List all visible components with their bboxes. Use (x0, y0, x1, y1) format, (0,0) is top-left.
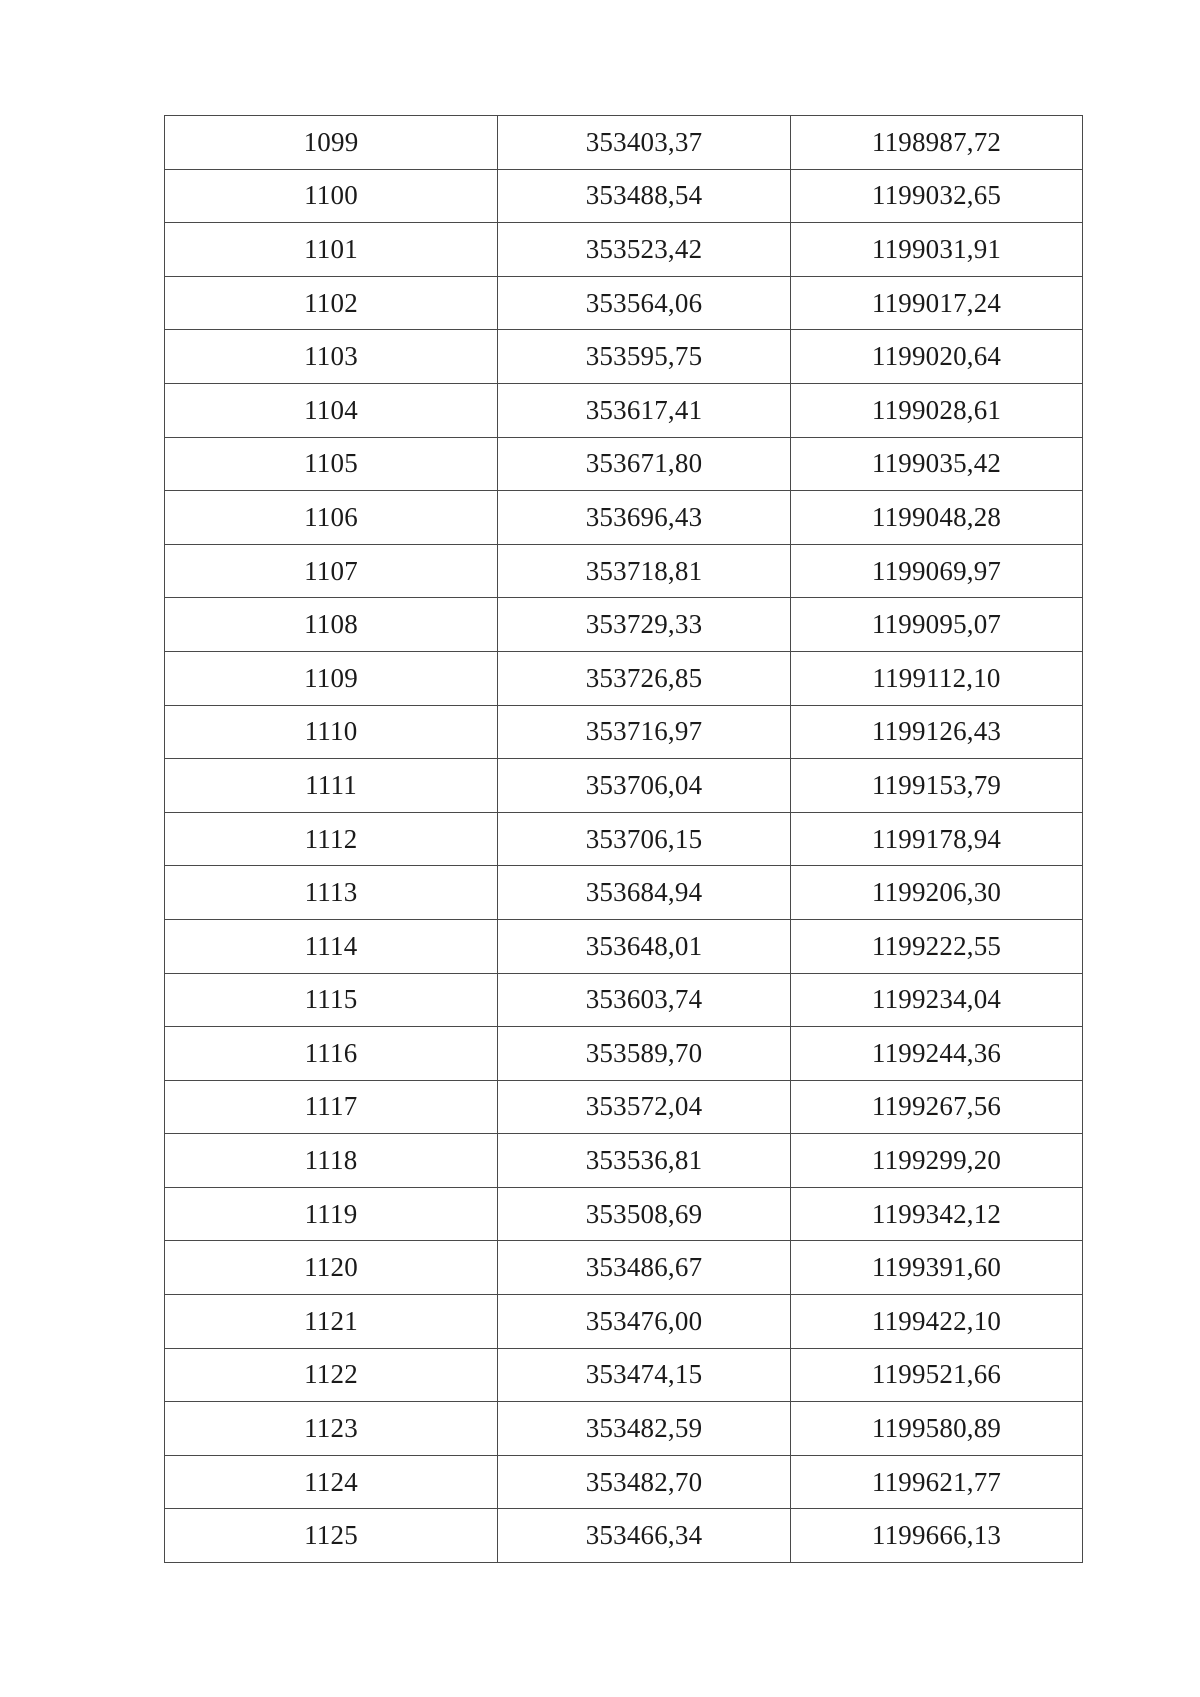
y-coordinate-cell: 1199267,56 (791, 1080, 1083, 1134)
x-coordinate-cell: 353466,34 (498, 1509, 791, 1563)
table-row (165, 437, 1083, 491)
x-coordinate-cell: 353589,70 (498, 1027, 791, 1081)
table-row (165, 116, 1083, 170)
x-coordinate-cell: 353648,01 (498, 919, 791, 973)
point-number-cell: 1121 (165, 1295, 498, 1349)
x-coordinate-cell: 353696,43 (498, 491, 791, 545)
table-row (165, 1509, 1083, 1563)
y-coordinate-cell: 1199028,61 (791, 383, 1083, 437)
table-row (165, 1134, 1083, 1188)
point-number-cell: 1123 (165, 1402, 498, 1456)
table-row (165, 1241, 1083, 1295)
y-coordinate-cell: 1199391,60 (791, 1241, 1083, 1295)
x-coordinate-cell: 353536,81 (498, 1134, 791, 1188)
table-row (165, 544, 1083, 598)
table-row (165, 491, 1083, 545)
table-row (165, 1295, 1083, 1349)
y-coordinate-cell: 1199126,43 (791, 705, 1083, 759)
table-row (165, 330, 1083, 384)
y-coordinate-cell: 1199580,89 (791, 1402, 1083, 1456)
point-number-cell: 1099 (165, 116, 498, 170)
table-row (165, 1348, 1083, 1402)
table-row (165, 383, 1083, 437)
point-number-cell: 1105 (165, 437, 498, 491)
x-coordinate-cell: 353684,94 (498, 866, 791, 920)
y-coordinate-cell: 1199521,66 (791, 1348, 1083, 1402)
y-coordinate-cell: 1199342,12 (791, 1187, 1083, 1241)
x-coordinate-cell: 353706,15 (498, 812, 791, 866)
y-coordinate-cell: 1199032,65 (791, 169, 1083, 223)
y-coordinate-cell: 1199422,10 (791, 1295, 1083, 1349)
x-coordinate-cell: 353603,74 (498, 973, 791, 1027)
table-row (165, 1402, 1083, 1456)
table-row (165, 1027, 1083, 1081)
point-number-cell: 1101 (165, 223, 498, 277)
point-number-cell: 1118 (165, 1134, 498, 1188)
y-coordinate-cell: 1199666,13 (791, 1509, 1083, 1563)
point-number-cell: 1106 (165, 491, 498, 545)
table-row (165, 1080, 1083, 1134)
coordinates-table (164, 115, 1083, 1563)
table-row (165, 973, 1083, 1027)
x-coordinate-cell: 353508,69 (498, 1187, 791, 1241)
point-number-cell: 1120 (165, 1241, 498, 1295)
x-coordinate-cell: 353595,75 (498, 330, 791, 384)
x-coordinate-cell: 353564,06 (498, 276, 791, 330)
table-row (165, 1455, 1083, 1509)
x-coordinate-cell: 353474,15 (498, 1348, 791, 1402)
point-number-cell: 1100 (165, 169, 498, 223)
x-coordinate-cell: 353482,59 (498, 1402, 791, 1456)
point-number-cell: 1125 (165, 1509, 498, 1563)
table-row (165, 651, 1083, 705)
x-coordinate-cell: 353486,67 (498, 1241, 791, 1295)
y-coordinate-cell: 1199299,20 (791, 1134, 1083, 1188)
table-row (165, 759, 1083, 813)
point-number-cell: 1113 (165, 866, 498, 920)
y-coordinate-cell: 1199095,07 (791, 598, 1083, 652)
x-coordinate-cell: 353718,81 (498, 544, 791, 598)
point-number-cell: 1114 (165, 919, 498, 973)
table-row (165, 705, 1083, 759)
point-number-cell: 1103 (165, 330, 498, 384)
x-coordinate-cell: 353706,04 (498, 759, 791, 813)
y-coordinate-cell: 1199069,97 (791, 544, 1083, 598)
point-number-cell: 1116 (165, 1027, 498, 1081)
y-coordinate-cell: 1199234,04 (791, 973, 1083, 1027)
y-coordinate-cell: 1199048,28 (791, 491, 1083, 545)
table-row (165, 598, 1083, 652)
x-coordinate-cell: 353716,97 (498, 705, 791, 759)
y-coordinate-cell: 1199206,30 (791, 866, 1083, 920)
point-number-cell: 1119 (165, 1187, 498, 1241)
point-number-cell: 1109 (165, 651, 498, 705)
point-number-cell: 1122 (165, 1348, 498, 1402)
y-coordinate-cell: 1199020,64 (791, 330, 1083, 384)
x-coordinate-cell: 353476,00 (498, 1295, 791, 1349)
table-row (165, 1187, 1083, 1241)
y-coordinate-cell: 1198987,72 (791, 116, 1083, 170)
x-coordinate-cell: 353403,37 (498, 116, 791, 170)
point-number-cell: 1104 (165, 383, 498, 437)
y-coordinate-cell: 1199035,42 (791, 437, 1083, 491)
table-row (165, 812, 1083, 866)
point-number-cell: 1107 (165, 544, 498, 598)
y-coordinate-cell: 1199621,77 (791, 1455, 1083, 1509)
table-row (165, 169, 1083, 223)
point-number-cell: 1111 (165, 759, 498, 813)
x-coordinate-cell: 353671,80 (498, 437, 791, 491)
y-coordinate-cell: 1199153,79 (791, 759, 1083, 813)
y-coordinate-cell: 1199244,36 (791, 1027, 1083, 1081)
x-coordinate-cell: 353726,85 (498, 651, 791, 705)
y-coordinate-cell: 1199222,55 (791, 919, 1083, 973)
table-row (165, 866, 1083, 920)
point-number-cell: 1108 (165, 598, 498, 652)
point-number-cell: 1110 (165, 705, 498, 759)
y-coordinate-cell: 1199112,10 (791, 651, 1083, 705)
x-coordinate-cell: 353523,42 (498, 223, 791, 277)
x-coordinate-cell: 353488,54 (498, 169, 791, 223)
point-number-cell: 1112 (165, 812, 498, 866)
table-row (165, 223, 1083, 277)
table-row (165, 919, 1083, 973)
table-row (165, 276, 1083, 330)
y-coordinate-cell: 1199017,24 (791, 276, 1083, 330)
x-coordinate-cell: 353482,70 (498, 1455, 791, 1509)
y-coordinate-cell: 1199031,91 (791, 223, 1083, 277)
x-coordinate-cell: 353729,33 (498, 598, 791, 652)
x-coordinate-cell: 353572,04 (498, 1080, 791, 1134)
point-number-cell: 1117 (165, 1080, 498, 1134)
coordinates-table-body (165, 116, 1083, 1563)
x-coordinate-cell: 353617,41 (498, 383, 791, 437)
y-coordinate-cell: 1199178,94 (791, 812, 1083, 866)
point-number-cell: 1102 (165, 276, 498, 330)
point-number-cell: 1115 (165, 973, 498, 1027)
point-number-cell: 1124 (165, 1455, 498, 1509)
